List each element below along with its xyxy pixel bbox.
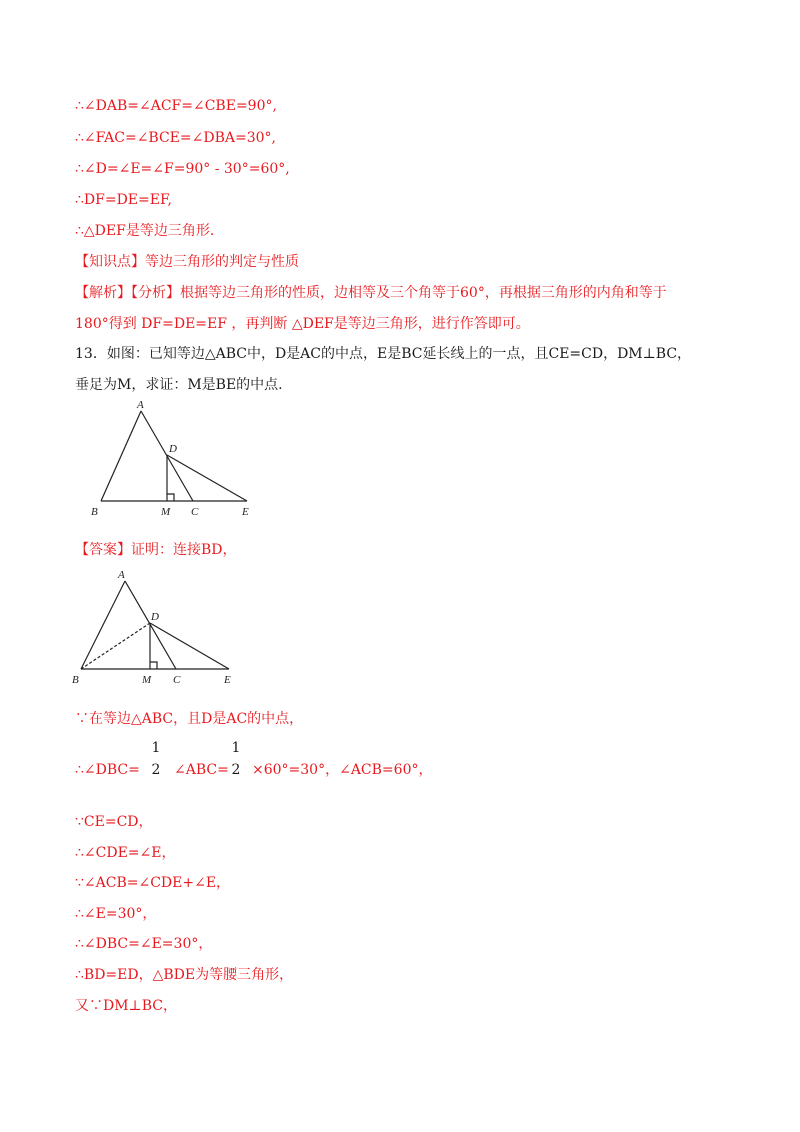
fig2-label-c: C	[173, 674, 181, 686]
fig2-label-d: D	[151, 611, 159, 623]
analysis-line-2: 180°得到 DF=DE=EF ，再判断 △DEF是等边三角形，进行作答即可。	[75, 316, 530, 332]
answer-line-2c: ×60°=30°，∠ACB=60°，	[252, 762, 433, 778]
fig1-label-c: C	[191, 506, 199, 518]
fraction-1-numerator: 1	[151, 740, 161, 756]
fig2-label-m: M	[142, 674, 152, 686]
proof-line-1: ∴∠DAB=∠ACF=∠CBE=90°,	[75, 98, 277, 114]
knowledge-point: 【知识点】等边三角形的判定与性质	[75, 254, 299, 270]
fig1-label-b: B	[91, 506, 98, 518]
answer-intro: 【答案】证明：连接BD，	[75, 542, 237, 558]
answer-line-9: 又∵DM⊥BC，	[75, 998, 177, 1014]
proof-line-3: ∴∠D=∠E=∠F=90° - 30°=60°,	[75, 161, 290, 177]
answer-line-1: ∵在等边△ABC，且D是AC的中点，	[75, 711, 304, 727]
answer-line-7: ∴∠DBC=∠E=30°，	[75, 936, 213, 952]
proof-line-4: ∴DF=DE=EF,	[75, 192, 172, 208]
fig1-label-a: A	[137, 399, 144, 411]
fraction-1-denominator: 2	[151, 762, 161, 778]
fraction-2-denominator: 2	[231, 762, 241, 778]
answer-line-6: ∴∠E=30°，	[75, 906, 157, 922]
fig1-label-e: E	[242, 506, 249, 518]
fig1-label-m: M	[161, 506, 171, 518]
proof-line-5: ∴△DEF是等边三角形.	[75, 223, 215, 239]
fraction-2-numerator: 1	[231, 740, 241, 756]
question-13-line-2: 垂足为M，求证：M是BE的中点.	[75, 377, 283, 393]
fig2-label-a: A	[118, 569, 125, 581]
question-figure	[85, 395, 265, 529]
fig1-label-d: D	[169, 443, 177, 455]
answer-line-2a: ∴∠DBC=	[75, 762, 140, 778]
answer-line-4: ∴∠CDE=∠E，	[75, 845, 176, 861]
analysis-line-1: 【解析】【分析】根据等边三角形的性质，边相等及三个角等于60°，再根据三角形的内角和等于	[75, 285, 667, 301]
proof-line-2: ∴∠FAC=∠BCE=∠DBA=30°,	[75, 130, 276, 146]
answer-line-5: ∵∠ACB=∠CDE+∠E，	[75, 875, 231, 891]
answer-line-2b: ∠ABC=	[174, 762, 229, 778]
fig2-label-e: E	[224, 674, 231, 686]
answer-line-8: ∴BD=ED，△BDE为等腰三角形，	[75, 967, 294, 983]
question-13-line-1: 13．如图：已知等边△ABC中，D是AC的中点，E是BC延长线上的一点，且CE=CD，DM⊥BC，	[75, 346, 692, 362]
fig2-label-b: B	[72, 674, 79, 686]
answer-figure	[68, 565, 248, 694]
answer-line-3: ∵CE=CD，	[75, 814, 153, 830]
